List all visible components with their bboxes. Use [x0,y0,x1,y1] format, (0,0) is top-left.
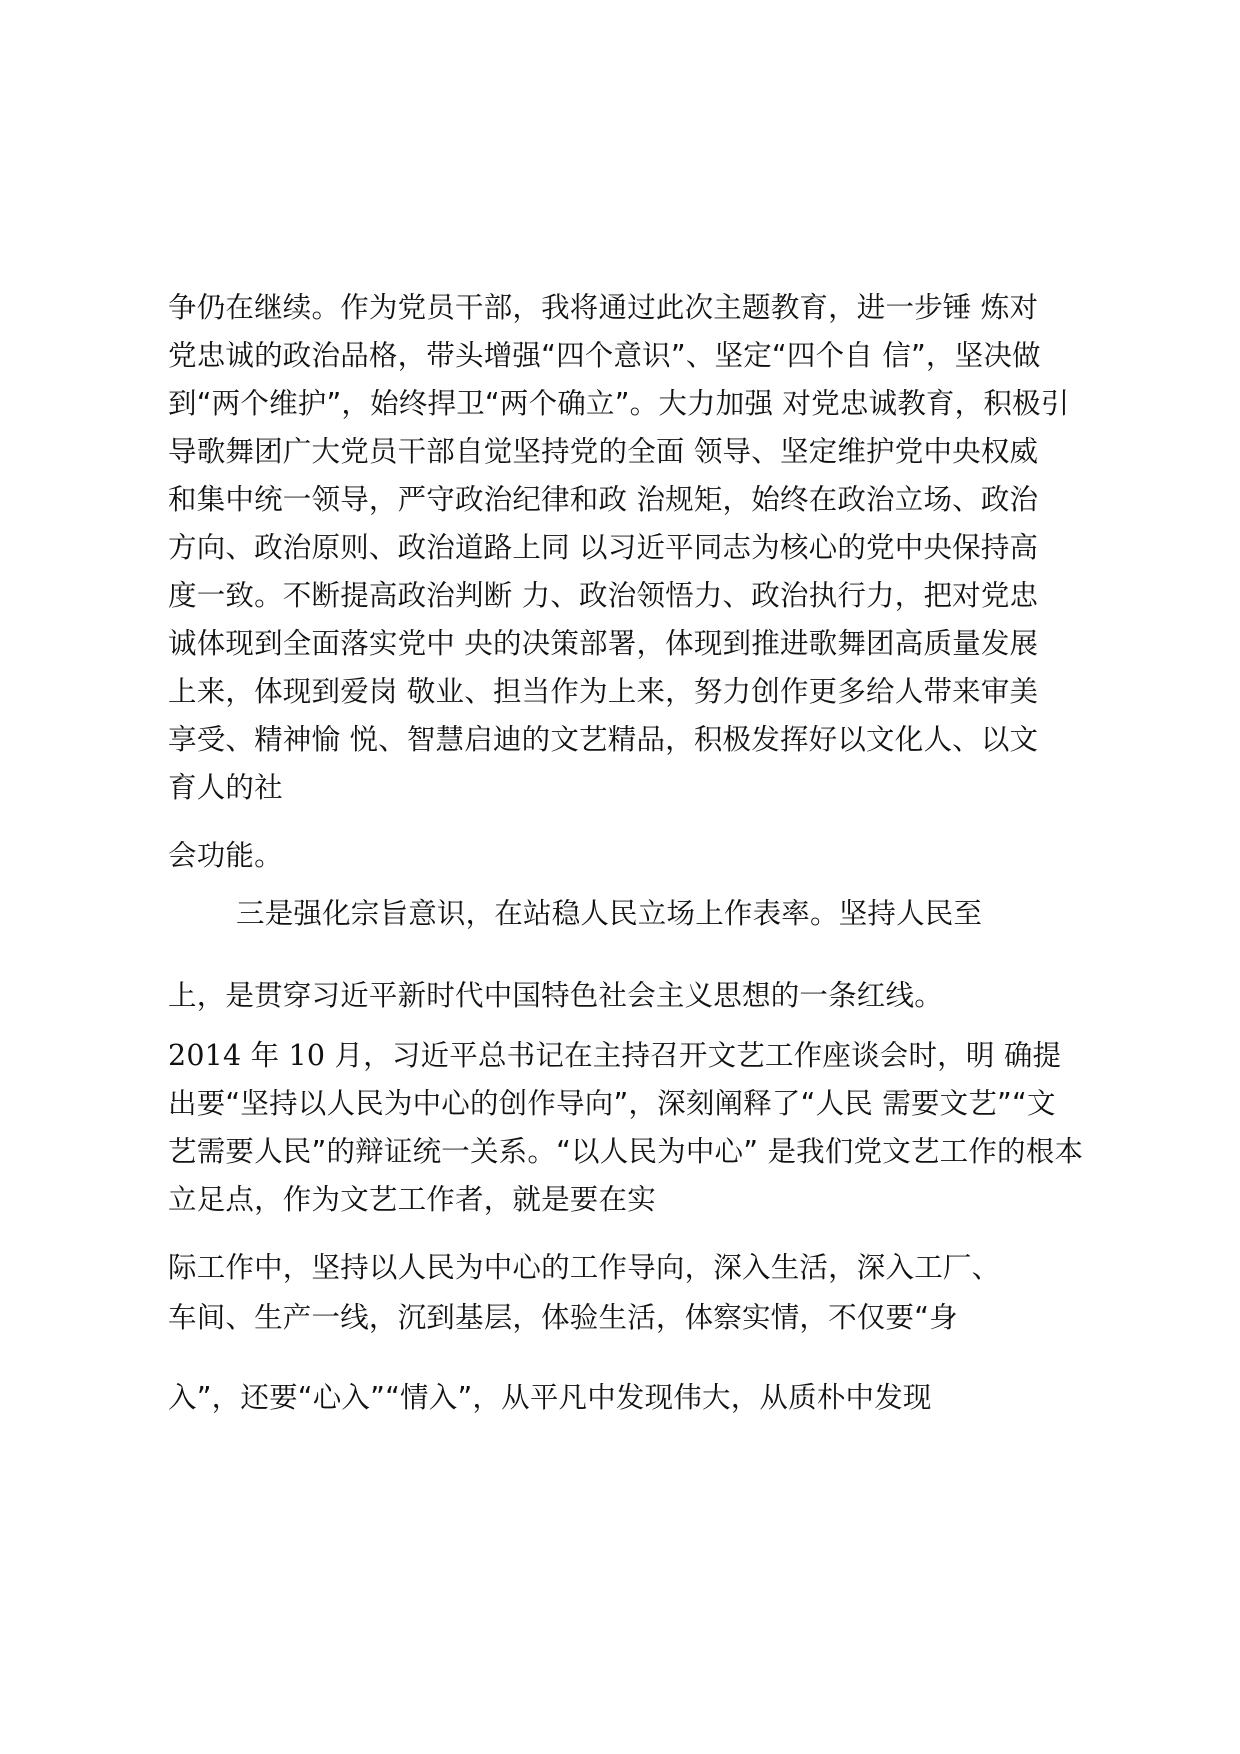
text-line-15: 2014 年 10 月，习近平总书记在主持召开文艺工作座谈会时，明 确提 [168,1039,1062,1072]
text-line-20: 车间、生产一线，沉到基层，体验生活，体察实情，不仅要“身 [168,1301,958,1334]
text-line-11: 育人的社 [168,771,283,804]
text-line-21: 入”，还要“心入”“情入”，从平凡中发现伟大，从质朴中发现 [168,1381,932,1414]
paragraph-heading-3: 三是强化宗旨意识，在站稳人民立场上作表率。坚持人民至 [236,897,983,930]
text-line-5: 和集中统一领导，严守政治纪律和政 治规矩，始终在政治立场、政治 [168,483,1039,516]
text-line-8: 诚体现到全面落实党中 央的决策部署，体现到推进歌舞团高质量发展 [168,627,1039,660]
text-line-19: 际工作中，坚持以人民为中心的工作导向，深入生活，深入工厂、 [168,1251,1001,1284]
text-line-18: 立足点，作为文艺工作者，就是要在实 [168,1183,656,1216]
text-line-10: 享受、精神愉 悦、智慧启迪的文艺精品，积极发挥好以文化人、以文 [168,723,1039,756]
text-line-1: 争仍在继续。作为党员干部，我将通过此次主题教育，进一步锤 炼对 [168,291,1039,324]
text-line-4: 导歌舞团广大党员干部自觉坚持党的全面 领导、坚定维护党中央权威 [168,435,1039,468]
text-line-12: 会功能。 [168,839,283,872]
text-line-17: 艺需要人民”的辩证统一关系。“以人民为中心” 是我们党文艺工作的根本 [168,1135,1084,1168]
text-line-7: 度一致。不断提高政治判断 力、政治领悟力、政治执行力，把对党忠 [168,579,1039,612]
text-line-16: 出要“坚持以人民为中心的创作导向”，深刻阐释了“人民 需要文艺”“文 [168,1087,1056,1120]
text-line-6: 方向、政治原则、政治道路上同 以习近平同志为核心的党中央保持高 [168,531,1039,564]
text-line-3: 到“两个维护”，始终捍卫“两个确立”。大力加强 对党忠诚教育，积极引 [168,387,1070,420]
text-line-9: 上来，体现到爱岗 敬业、担当作为上来，努力创作更多给人带来审美 [168,675,1039,708]
text-line-14: 上，是贯穿习近平新时代中国特色社会主义思想的一条红线。 [168,979,943,1012]
text-line-2: 党忠诚的政治品格，带头增强“四个意识”、坚定“四个自 信”，坚决做 [168,339,1041,372]
